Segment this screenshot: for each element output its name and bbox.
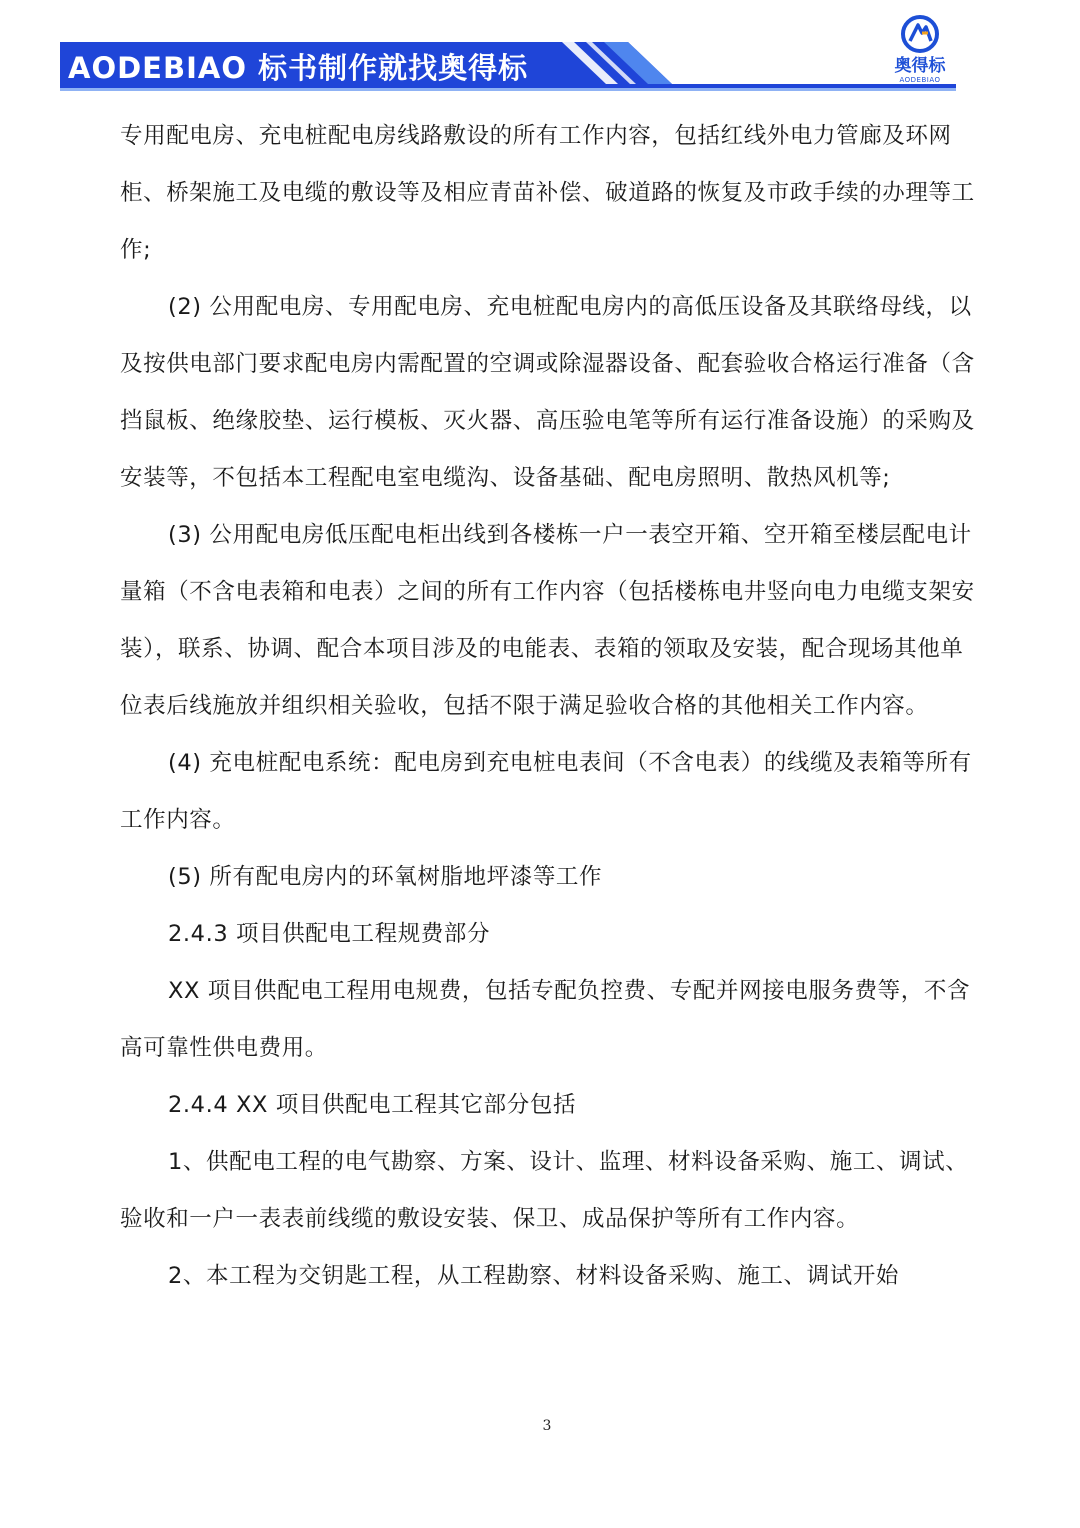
paragraph-point-2: 2、本工程为交钥匙工程，从工程勘察、材料设备采购、施工、调试开始 (168, 1263, 900, 1289)
section-heading-2-4-3: 2.4.3 项目供配电工程规费部分 (168, 921, 491, 947)
paragraph-item-3: (3) 公用配电房低压配电柜出线到各楼栋一户一表空开箱、空开箱至楼层配电计量箱（不含电表箱和电表）之间的所有工作内容（包括楼栋电井竖向电力电缆支架安装），联系、协调、配合本项目涉及的电能表、表箱的领取及安装，配合现场其他单位表后线施放并组织相关验收，包括不限于满足验收合格的其他相关工作内容。 (120, 522, 975, 719)
page-header (0, 0, 1080, 110)
paragraph-item-5: (5) 所有配电房内的环氧树脂地坪漆等工作 (168, 864, 603, 890)
header-banner-text: AODEBIAO 标书制作就找奥得标 (68, 51, 529, 85)
brand-logo (888, 14, 952, 86)
paragraph-scope-lines: 专用配电房、充电桩配电房线路敷设的所有工作内容，包括红线外电力管廊及环网柜、桥架施工及电缆的敷设等及相应青苗补偿、破道路的恢复及市政手续的办理等工作; (120, 123, 975, 263)
page-number: 3 (542, 1418, 552, 1434)
logo-chinese-text: 奥得标 (894, 56, 946, 76)
paragraph-point-1: 1、供配电工程的电气勘察、方案、设计、监理、材料设备采购、施工、调试、验收和一户一表表前线缆的敷设安装、保卫、成品保护等所有工作内容。 (120, 1149, 969, 1232)
logo-mark-icon (900, 14, 940, 54)
section-heading-2-4-4: 2.4.4 XX 项目供配电工程其它部分包括 (168, 1092, 577, 1118)
paragraph-item-4: (4) 充电桩配电系统：配电房到充电桩电表间（不含电表）的线缆及表箱等所有工作内容。 (120, 750, 972, 833)
paragraph-fees: XX 项目供配电工程用电规费，包括专配负控费、专配并网接电服务费等，不含高可靠性供电费用。 (120, 978, 971, 1061)
paragraph-item-2: (2) 公用配电房、专用配电房、充电桩配电房内的高低压设备及其联络母线，以及按供电部门要求配电房内需配置的空调或除湿器设备、配套验收合格运行准备（含挡鼠板、绝缘胶垫、运行模板、灭火器、高压验电笔等所有运行准备设施）的采购及安装等，不包括本工程配电室电缆沟、设备基础、配电房照明、散热风机等; (120, 294, 975, 491)
logo-english-text: AODEBIAO (899, 76, 941, 84)
document-body (120, 108, 978, 1305)
